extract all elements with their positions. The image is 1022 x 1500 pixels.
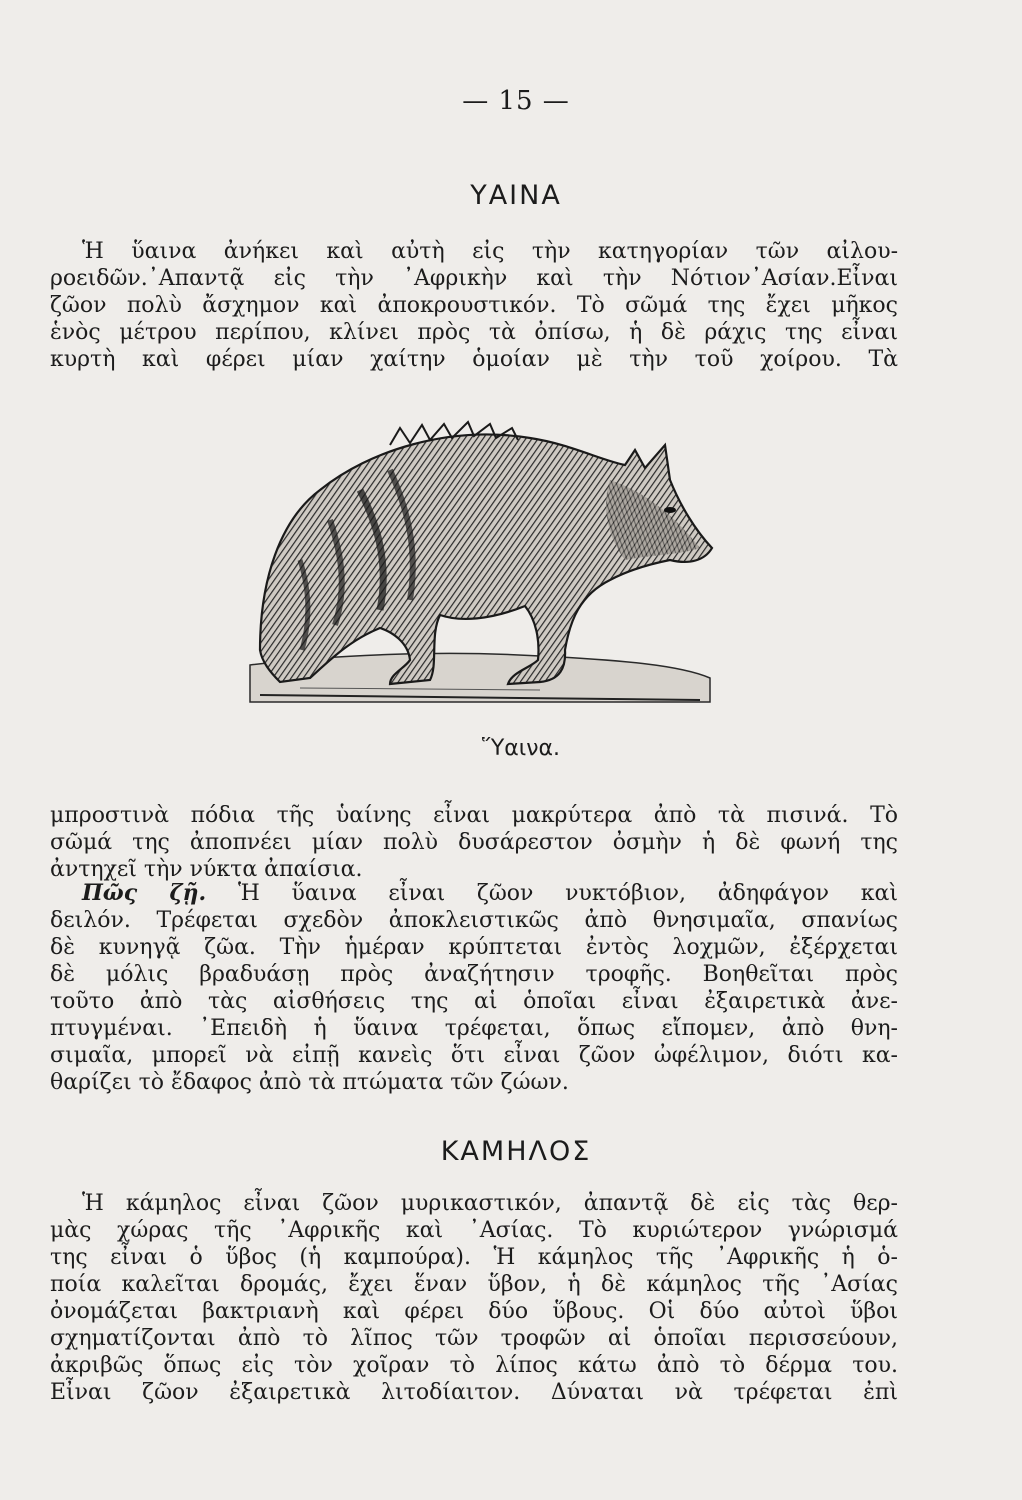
text-line: ροειδῶν.᾿Απαντᾷ εἰς τὴν ᾿Αφρικὴν καὶ τὴν Νότιον᾿Ασίαν.Εἶναι	[50, 266, 898, 291]
text-line: δὲ μόλις βραδυάσῃ πρὸς ἀναζήτησιν τροφῆς. Βοηθεῖται πρὸς	[50, 962, 898, 987]
text-line: ἑνὸς μέτρου περίπου, κλίνει πρὸς τὰ ὀπίσω, ἡ δὲ ράχις της εἶναι	[50, 320, 898, 345]
text-line: ποία καλεῖται δρομάς, ἔχει ἕναν ὕβον, ἡ δὲ κάμηλος τῆς ᾿Ασίας	[50, 1272, 898, 1297]
hyena-intro-paragraph	[50, 238, 898, 373]
how-it-lives-paragraph	[50, 880, 898, 1096]
text-line: Ἡ ὕαινα ἀνήκει καὶ αὐτὴ εἰς τὴν κατηγορίαν τῶν αἰλου-	[82, 239, 898, 264]
text-line: ἀντηχεῖ τὴν νύκτα ἀπαίσια.	[50, 857, 363, 882]
text-line: κυρτὴ καὶ φέρει μίαν χαίτην ὁμοίαν μὲ τὴν τοῦ χοίρου. Τὰ	[50, 347, 898, 372]
paragraph-lead: Πῶς ζῇ.	[82, 880, 207, 906]
text-line: σῶμά της ἀποπνέει μίαν πολὺ δυσάρεστον ὀσμὴν ἡ δὲ φωνή της	[50, 830, 898, 855]
hyena-illustration	[240, 410, 720, 710]
text-line: ὀνομάζεται βακτριανὴ καὶ φέρει δύο ὕβους. Οἱ δύο αὐτοὶ ὕβοι	[50, 1299, 898, 1324]
text-line: ἀκριβῶς ὅπως εἰς τὸν χοῖραν τὸ λίπος κάτω ἀπὸ τὸ δέρμα του.	[50, 1353, 898, 1378]
text-line: Εἶναι ζῶον ἐξαιρετικὰ λιτοδίαιτον. Δύναται νὰ τρέφεται ἐπὶ	[50, 1380, 898, 1405]
text-line: δειλόν. Τρέφεται σχεδὸν ἀποκλειστικῶς ἀπὸ θνησιμαῖα, σπανίως	[50, 908, 898, 933]
text-line: τοῦτο ἀπὸ τὰς αἰσθήσεις της αἱ ὁποῖαι εἶναι ἐξαιρετικὰ ἀνε-	[50, 989, 898, 1014]
text-line: της εἶναι ὁ ὕβος (ἡ καμπούρα). Ἡ κάμηλος τῆς ᾿Αφρικῆς ἡ ὁ-	[50, 1245, 898, 1270]
camel-paragraph	[50, 1190, 898, 1406]
text-line: Ἡ κάμηλος εἶναι ζῶον μυρικαστικόν, ἀπαντᾷ δὲ εἰς τὰς θερ-	[82, 1191, 898, 1216]
section-title-camel: ΚΑΜΗΛΟΣ	[440, 1136, 592, 1167]
figure-caption: Ὕαινα.	[482, 736, 560, 761]
section-title-hyena: ΥΑΙΝΑ	[470, 180, 562, 211]
text-line: μπροστινὰ πόδια τῆς ὑαίνης εἶναι μακρύτερα ἀπὸ τὰ πισινά. Τὸ	[50, 803, 898, 828]
hyena-description-paragraph	[50, 802, 898, 883]
paragraph-first-line: Ἡ ὕαινα εἶναι ζῶον νυκτόβιον, ἀδηφάγον καὶ	[237, 881, 898, 906]
text-line: σχηματίζονται ἀπὸ τὸ λῖπος τῶν τροφῶν αἱ ὁποῖαι περισσεύουν,	[50, 1326, 898, 1351]
text-line: μὰς χώρας τῆς ᾿Αφρικῆς καὶ ᾿Ασίας. Τὸ κυριώτερον γνώρισμά	[50, 1218, 898, 1243]
text-line: δὲ κυνηγᾷ ζῶα. Τὴν ἡμέραν κρύπτεται ἐντὸς λοχμῶν, ἐξέρχεται	[50, 935, 898, 960]
page-number: — 15 —	[462, 86, 570, 116]
text-line: θαρίζει τὸ ἔδαφος ἀπὸ τὰ πτώματα τῶν ζώων.	[50, 1070, 569, 1095]
text-line: πτυγμέναι. ᾿Επειδὴ ἡ ὕαινα τρέφεται, ὅπως εἴπομεν, ἀπὸ θνη-	[50, 1016, 898, 1041]
text-line: ζῶον πολὺ ἄσχημον καὶ ἀποκρουστικόν. Τὸ σῶμά της ἔχει μῆκος	[50, 293, 898, 318]
text-line: σιμαῖα, μπορεῖ νὰ εἰπῇ κανεὶς ὅτι εἶναι ζῶον ὠφέλιμον, διότι κα-	[50, 1043, 898, 1068]
text-line	[50, 880, 898, 907]
